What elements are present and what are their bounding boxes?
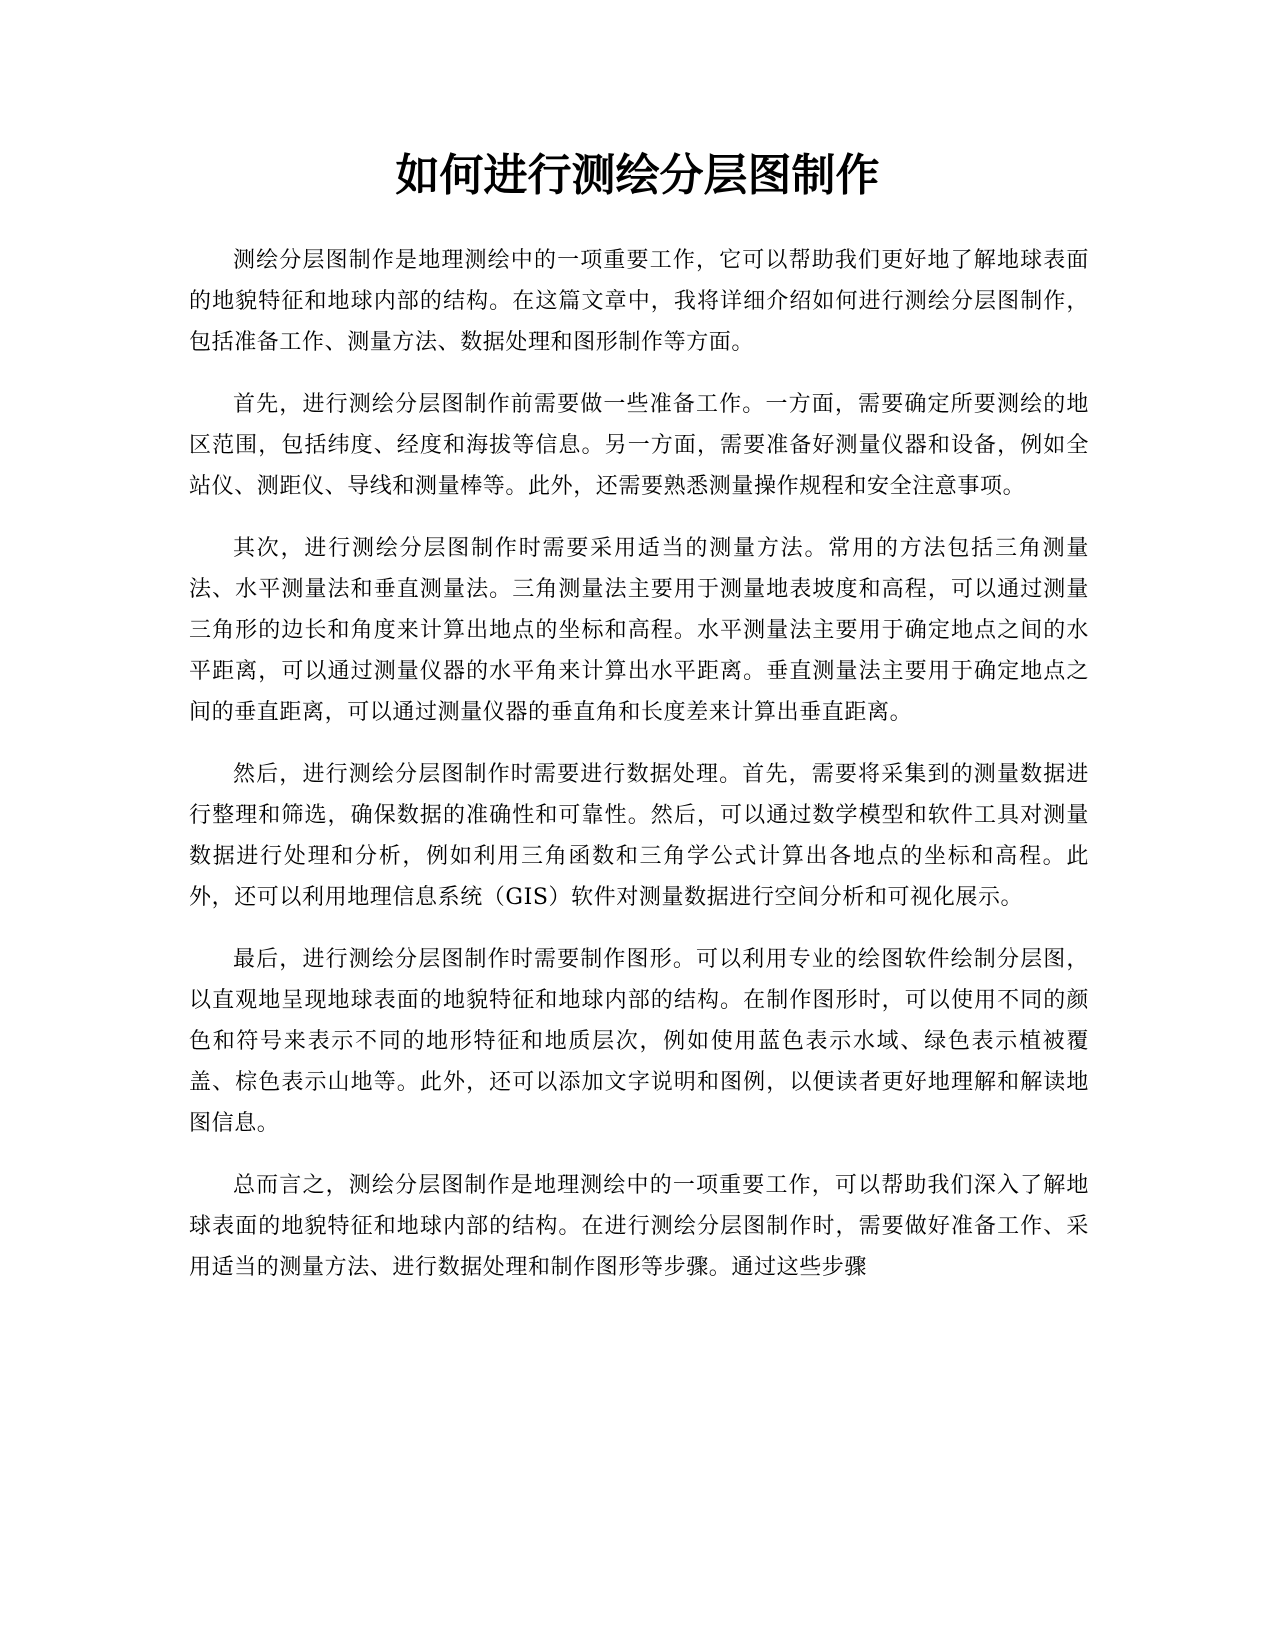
paragraph-conclusion: 总而言之，测绘分层图制作是地理测绘中的一项重要工作，可以帮助我们深入了解地球表面的地貌特征和地球内部的结构。在进行测绘分层图制作时，需要做好准备工作、采用适当的测量方法、进行数据处理和制作图形等步骤。通过这些步骤 [189,1173,1089,1280]
paragraph-preparation: 首先，进行测绘分层图制作前需要做一些准备工作。一方面，需要确定所要测绘的地区范围，包括纬度、经度和海拔等信息。另一方面，需要准备好测量仪器和设备，例如全站仪、测距仪、导线和测量棒等。此外，还需要熟悉测量操作规程和安全注意事项。 [189,392,1089,499]
paragraph-intro: 测绘分层图制作是地理测绘中的一项重要工作，它可以帮助我们更好地了解地球表面的地貌特征和地球内部的结构。在这篇文章中，我将详细介绍如何进行测绘分层图制作，包括准备工作、测量方法、数据处理和图形制作等方面。 [189,248,1089,355]
paragraph-measurement-methods: 其次，进行测绘分层图制作时需要采用适当的测量方法。常用的方法包括三角测量法、水平测量法和垂直测量法。三角测量法主要用于测量地表坡度和高程，可以通过测量三角形的边长和角度来计算出地点的坐标和高程。水平测量法主要用于确定地点之间的水平距离，可以通过测量仪器的水平角来计算出水平距离。垂直测量法主要用于确定地点之间的垂直距离，可以通过测量仪器的垂直角和长度差来计算出垂直距离。 [189,536,1089,725]
paragraph-graphics-production: 最后，进行测绘分层图制作时需要制作图形。可以利用专业的绘图软件绘制分层图，以直观地呈现地球表面的地貌特征和地球内部的结构。在制作图形时，可以使用不同的颜色和符号来表示不同的地形特征和地质层次，例如使用蓝色表示水域、绿色表示植被覆盖、棕色表示山地等。此外，还可以添加文字说明和图例，以便读者更好地理解和解读地图信息。 [189,947,1089,1136]
page-title: 如何进行测绘分层图制作 [395,150,880,201]
paragraph-data-processing: 然后，进行测绘分层图制作时需要进行数据处理。首先，需要将采集到的测量数据进行整理和筛选，确保数据的准确性和可靠性。然后，可以通过数学模型和软件工具对测量数据进行处理和分析，例如利用三角函数和三角学公式计算出各地点的坐标和高程。此外，还可以利用地理信息系统（GIS）软件对测量数据进行空间分析和可视化展示。 [189,762,1089,910]
document-body [189,240,1089,1309]
